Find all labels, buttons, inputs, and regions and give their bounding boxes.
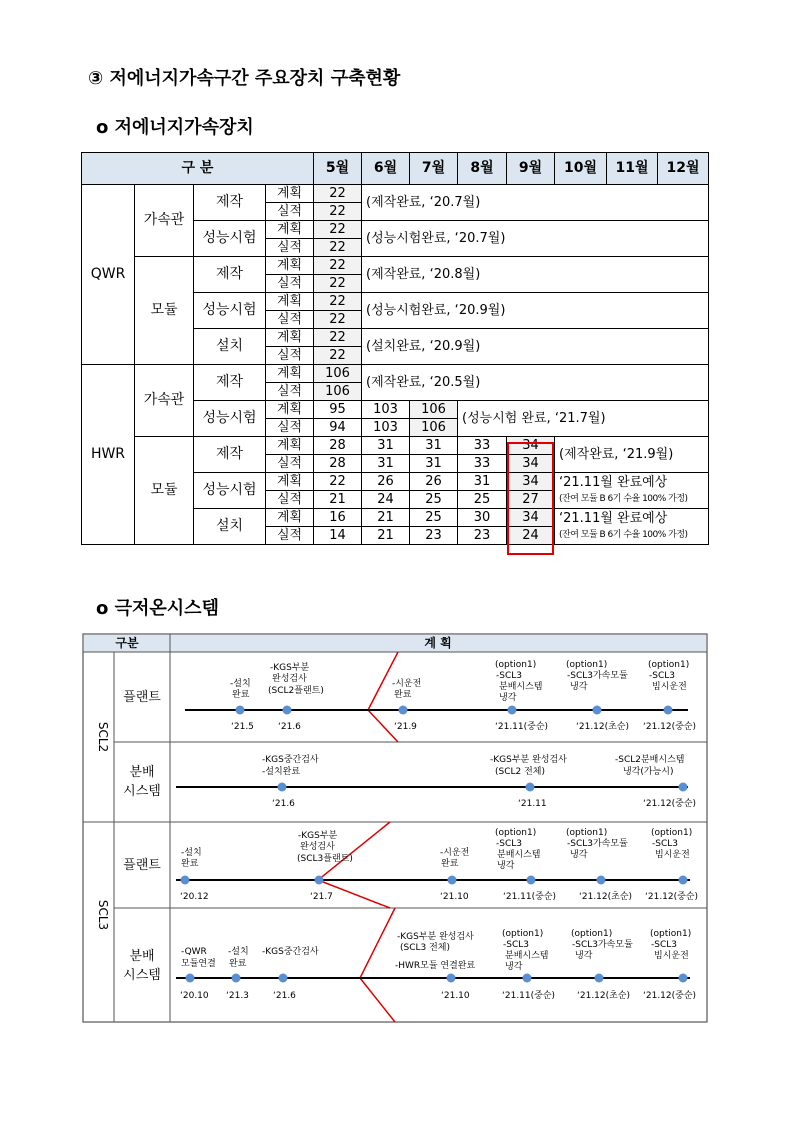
value-cell: 106 xyxy=(410,401,458,419)
hwr-module-perf-label: 성능시험 xyxy=(194,473,266,509)
value-cell: 28 xyxy=(314,455,362,473)
milestone-label: 완료 xyxy=(232,690,250,700)
value-cell: 34 xyxy=(507,509,555,527)
value-cell: 33 xyxy=(458,455,507,473)
milestone-dot xyxy=(679,876,688,885)
milestone-label: 완료 xyxy=(394,690,412,700)
milestone-label: 완성검사 xyxy=(272,674,307,684)
milestone-label: -QWR xyxy=(181,947,207,957)
value-cell: 106 xyxy=(314,383,362,401)
note-main: ‘21.11월 완료예상 xyxy=(559,510,668,526)
header-sep: 9월 xyxy=(507,153,555,185)
milestone-label: 빔시운전 xyxy=(654,951,689,961)
actual-label: 실적 xyxy=(266,419,314,437)
note-cell: (성능시험 완료, ‘21.7월) xyxy=(458,401,709,437)
milestone-label: 분배시스템 xyxy=(499,682,543,692)
value-cell: 14 xyxy=(314,527,362,545)
value-cell: 94 xyxy=(314,419,362,437)
milestone-date: ‘21.10 xyxy=(441,991,470,1001)
header-dec: 12월 xyxy=(658,153,709,185)
milestone-label: -KGS중간검사 xyxy=(262,947,319,957)
value-cell: 34 xyxy=(507,473,555,491)
milestone-dot xyxy=(447,974,456,983)
header-gubun: 구 분 xyxy=(82,153,314,185)
milestone-label: (option1) xyxy=(571,929,613,939)
plan-label: 계획 xyxy=(266,221,314,239)
milestone-label: -SCL3 xyxy=(649,671,675,681)
value-cell: 22 xyxy=(314,311,362,329)
milestone-label: -설치 xyxy=(228,947,249,957)
milestone-date: ‘21.12(초순) xyxy=(579,892,633,902)
actual-label: 실적 xyxy=(266,491,314,509)
actual-label: 실적 xyxy=(266,527,314,545)
milestone-label: 냉각 xyxy=(575,951,593,961)
plan-label: 계획 xyxy=(266,473,314,491)
value-cell: 25 xyxy=(458,491,507,509)
col-plan: 계 획 xyxy=(424,636,452,650)
milestone-date: ‘21.9 xyxy=(394,722,417,732)
milestone-dot xyxy=(679,783,688,792)
milestone-label: 모듈연결 xyxy=(181,959,216,969)
row4-dist-label-2: 시스템 xyxy=(123,968,161,983)
hwr-module-make-label: 제작 xyxy=(194,437,266,473)
note-small: (잔여 모듈 B 6기 수율 100% 가정) xyxy=(559,493,688,504)
milestone-dot xyxy=(279,974,288,983)
milestone-date: ‘21.12(중순) xyxy=(643,799,697,809)
qwr-module-install-label: 설치 xyxy=(194,329,266,365)
milestone-dot xyxy=(278,783,287,792)
milestone-label: 냉각 xyxy=(570,682,588,692)
hwr-cavity-perf-label: 성능시험 xyxy=(194,401,266,437)
milestone-date: ‘21.10 xyxy=(440,892,469,902)
milestone-label: -SCL2분배시스템 xyxy=(615,755,685,765)
milestone-label: -시운전 xyxy=(392,679,422,689)
milestone-label: 분배시스템 xyxy=(505,951,549,961)
value-cell: 31 xyxy=(410,455,458,473)
row4-milestones xyxy=(180,929,696,1001)
milestone-dot xyxy=(664,706,673,715)
value-cell: 26 xyxy=(362,473,410,491)
milestone-dot xyxy=(181,876,190,885)
milestone-label: -KGS중간검사 xyxy=(262,755,319,765)
milestone-label: (SCL3 전체) xyxy=(400,943,451,953)
subheading-low-energy-accelerator: o 저에너지가속장치 xyxy=(96,117,254,138)
milestone-label: (option1) xyxy=(502,929,544,939)
milestone-label: (SCL2플랜트) xyxy=(268,686,324,696)
milestone-label: -설치 xyxy=(181,848,202,858)
header-oct: 10월 xyxy=(555,153,607,185)
actual-label: 실적 xyxy=(266,203,314,221)
value-cell: 22 xyxy=(314,347,362,365)
milestone-dot xyxy=(597,876,606,885)
scl3-label: SCL3 xyxy=(96,899,110,931)
value-cell: 25 xyxy=(410,509,458,527)
subheading-cryogenic-system: o 극저온시스템 xyxy=(96,598,219,619)
milestone-label: -설치완료 xyxy=(262,767,301,777)
milestone-label: (option1) xyxy=(650,929,692,939)
header-may: 5월 xyxy=(314,153,362,185)
milestone-label: 냉각 xyxy=(505,962,523,972)
milestone-label: 완성검사 xyxy=(300,842,335,852)
milestone-date: ‘21.12(중순) xyxy=(643,722,697,732)
milestone-date: ‘21.11(중순) xyxy=(503,892,557,902)
milestone-dot xyxy=(283,706,292,715)
milestone-label: -SCL3가속모듈 xyxy=(567,671,628,681)
value-cell: 22 xyxy=(314,185,362,203)
milestone-dot xyxy=(448,876,457,885)
value-cell: 22 xyxy=(314,275,362,293)
hwr-cavity-make-label: 제작 xyxy=(194,365,266,401)
milestone-label: 냉각 xyxy=(570,850,588,860)
milestone-label: (option1) xyxy=(495,828,537,838)
milestone-label: 완료 xyxy=(181,859,199,869)
milestone-label: -SCL3 xyxy=(503,940,529,950)
header-jun: 6월 xyxy=(362,153,410,185)
value-cell: 31 xyxy=(410,437,458,455)
milestone-dot xyxy=(232,974,241,983)
row3-milestones xyxy=(180,828,698,902)
milestone-date: ‘21.6 xyxy=(273,991,296,1001)
header-aug: 8월 xyxy=(458,153,507,185)
plan-label: 계획 xyxy=(266,365,314,383)
milestone-label: -KGS부분 xyxy=(298,831,338,841)
milestone-label: 냉각 xyxy=(497,861,515,871)
header-nov: 11월 xyxy=(607,153,658,185)
actual-label: 실적 xyxy=(266,455,314,473)
value-cell: 26 xyxy=(410,473,458,491)
milestone-date: ‘21.7 xyxy=(310,892,333,902)
milestone-date: ‘21.11(중순) xyxy=(502,991,556,1001)
milestone-label: -SCL3가속모듈 xyxy=(567,839,628,849)
milestone-label: -SCL3 xyxy=(651,940,677,950)
row1-milestones xyxy=(230,660,696,732)
value-cell: 16 xyxy=(314,509,362,527)
row2-dist-label-1: 분배 xyxy=(129,765,155,780)
value-cell: 23 xyxy=(410,527,458,545)
value-cell: 23 xyxy=(458,527,507,545)
milestone-dot xyxy=(679,974,688,983)
value-cell: 31 xyxy=(458,473,507,491)
value-cell: 22 xyxy=(314,257,362,275)
milestone-date: ‘21.12(중순) xyxy=(645,892,699,902)
actual-label: 실적 xyxy=(266,347,314,365)
value-cell: 28 xyxy=(314,437,362,455)
milestone-label: -HWR모듈 연결완료 xyxy=(395,961,476,971)
qwr-module-make-label: 제작 xyxy=(194,257,266,293)
milestone-date: ‘21.11 xyxy=(518,799,547,809)
milestone-label: 완료 xyxy=(441,859,459,869)
actual-label: 실적 xyxy=(266,311,314,329)
milestone-date: ‘20.10 xyxy=(180,991,209,1001)
milestone-label: (SCL2 전체) xyxy=(495,767,546,777)
milestone-dot xyxy=(508,706,517,715)
milestone-label: -SCL3 xyxy=(652,839,678,849)
qwr-module-label: 모듈 xyxy=(135,257,194,365)
milestone-date: ‘21.5 xyxy=(231,722,254,732)
value-cell: 24 xyxy=(362,491,410,509)
value-cell: 21 xyxy=(362,527,410,545)
value-cell: 22 xyxy=(314,329,362,347)
value-cell: 22 xyxy=(314,221,362,239)
milestone-label: -KGS부분 xyxy=(270,663,310,673)
value-cell: 21 xyxy=(362,509,410,527)
value-cell: 30 xyxy=(458,509,507,527)
plan-label: 계획 xyxy=(266,185,314,203)
value-cell: 24 xyxy=(507,527,555,545)
value-cell: 103 xyxy=(362,401,410,419)
milestone-dot xyxy=(526,783,535,792)
milestone-label: 분배시스템 xyxy=(497,850,541,860)
value-cell: 34 xyxy=(507,437,555,455)
row2-dist-label-2: 시스템 xyxy=(123,784,161,799)
milestone-date: ‘21.12(초순) xyxy=(576,722,630,732)
timeline-break-row4 xyxy=(360,908,395,1022)
qwr-cavity-make-label: 제작 xyxy=(194,185,266,221)
qwr-label: QWR xyxy=(82,185,135,365)
plan-label: 계획 xyxy=(266,401,314,419)
note-main: ‘21.11월 완료예상 xyxy=(559,474,668,490)
milestone-label: (option1) xyxy=(648,660,690,670)
note-cell: (성능시험완료, ‘20.9월) xyxy=(362,293,709,329)
qwr-cavity-perf-label: 성능시험 xyxy=(194,221,266,257)
milestone-dot xyxy=(595,974,604,983)
value-cell: 21 xyxy=(314,491,362,509)
milestone-date: ‘21.6 xyxy=(272,799,295,809)
hwr-module-label: 모듈 xyxy=(135,437,194,545)
milestone-date: ‘20.12 xyxy=(180,892,209,902)
milestone-label: -SCL3 xyxy=(496,839,522,849)
plan-label: 계획 xyxy=(266,257,314,275)
milestone-label: 빔시운전 xyxy=(655,850,690,860)
milestone-label: 냉각(가능시) xyxy=(623,767,674,777)
row4-dist-label-1: 분배 xyxy=(129,949,155,964)
milestone-label: -시운전 xyxy=(440,848,470,858)
value-cell: 25 xyxy=(410,491,458,509)
milestone-label: (option1) xyxy=(566,828,608,838)
value-cell: 27 xyxy=(507,491,555,509)
note-cell: (제작완료, ‘20.8월) xyxy=(362,257,709,293)
milestone-label: 냉각 xyxy=(499,693,517,703)
value-cell: 22 xyxy=(314,203,362,221)
value-cell: 31 xyxy=(362,437,410,455)
value-cell: 106 xyxy=(314,365,362,383)
milestone-label: (option1) xyxy=(566,660,608,670)
note-cell: (제작완료, ‘21.9월) xyxy=(555,437,709,473)
row1-plant-label: 플랜트 xyxy=(123,690,161,705)
milestone-label: -설치 xyxy=(230,679,251,689)
qwr-module-perf-label: 성능시험 xyxy=(194,293,266,329)
value-cell: 31 xyxy=(362,455,410,473)
hwr-label: HWR xyxy=(82,365,135,545)
note-cell: (제작완료, ‘20.5월) xyxy=(362,365,709,401)
value-cell: 22 xyxy=(314,473,362,491)
milestone-dot xyxy=(523,974,532,983)
milestone-label: (option1) xyxy=(651,828,693,838)
plan-label: 계획 xyxy=(266,509,314,527)
value-cell: 34 xyxy=(507,455,555,473)
note-cell: (설치완료, ‘20.9월) xyxy=(362,329,709,365)
milestone-dot xyxy=(527,876,536,885)
milestone-dot xyxy=(236,706,245,715)
value-cell: 106 xyxy=(410,419,458,437)
actual-label: 실적 xyxy=(266,275,314,293)
value-cell: 22 xyxy=(314,239,362,257)
milestone-date: ‘21.12(중순) xyxy=(643,991,697,1001)
value-cell: 103 xyxy=(362,419,410,437)
value-cell: 95 xyxy=(314,401,362,419)
note-cell: (제작완료, ‘20.7월) xyxy=(362,185,709,221)
actual-label: 실적 xyxy=(266,383,314,401)
milestone-date: ‘21.3 xyxy=(226,991,249,1001)
milestone-date: ‘21.11(중순) xyxy=(495,722,549,732)
milestone-dot xyxy=(399,706,408,715)
value-cell: 33 xyxy=(458,437,507,455)
header-jul: 7월 xyxy=(410,153,458,185)
hwr-cavity-label: 가속관 xyxy=(135,365,194,437)
milestone-dot xyxy=(186,974,195,983)
note-cell: (성능시험완료, ‘20.7월) xyxy=(362,221,709,257)
milestone-label: -KGS부분 완성검사 xyxy=(397,932,474,942)
milestone-label: (SCL3플랜트) xyxy=(297,854,353,864)
milestone-label: 완료 xyxy=(229,959,247,969)
milestone-date: ‘21.12(초순) xyxy=(577,991,631,1001)
milestone-dot xyxy=(593,706,602,715)
hwr-module-install-label: 설치 xyxy=(194,509,266,545)
milestone-label: (option1) xyxy=(495,660,537,670)
milestone-date: ‘21.6 xyxy=(278,722,301,732)
scl2-label: SCL2 xyxy=(96,721,110,753)
milestone-label: -SCL3가속모듈 xyxy=(572,940,633,950)
section-title: ③ 저에너지가속구간 주요장치 구축현황 xyxy=(88,68,401,89)
plan-label: 계획 xyxy=(266,293,314,311)
row3-plant-label: 플랜트 xyxy=(123,858,161,873)
milestone-label: -KGS부분 완성검사 xyxy=(490,755,567,765)
note-small: (잔여 모듈 B 6기 수율 100% 가정) xyxy=(559,529,688,540)
milestone-label: 빔시운전 xyxy=(652,682,687,692)
plan-label: 계획 xyxy=(266,437,314,455)
row2-milestones xyxy=(262,753,696,809)
milestone-dot xyxy=(315,876,324,885)
value-cell: 22 xyxy=(314,293,362,311)
actual-label: 실적 xyxy=(266,239,314,257)
diagram-header-bg xyxy=(84,635,707,652)
qwr-cavity-label: 가속관 xyxy=(135,185,194,257)
milestone-label: -SCL3 xyxy=(496,671,522,681)
col-gubun: 구분 xyxy=(115,636,139,650)
plan-label: 계획 xyxy=(266,329,314,347)
